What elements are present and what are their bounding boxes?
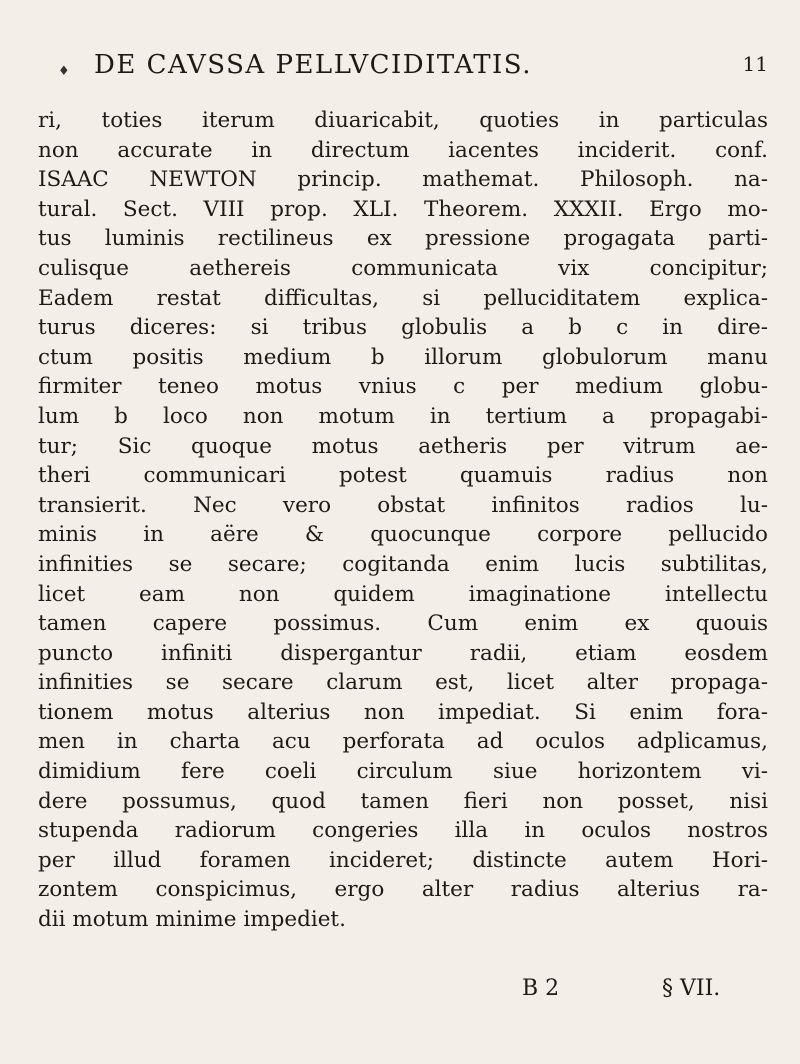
text-line: tur; Sic quoque motus aetheris per vitrum ae- [38,433,768,459]
text-line: infinities se secare; cogitanda enim lucis subtilitas, [38,551,768,577]
body-text [38,106,768,935]
text-line: tamen capere possimus. Cum enim ex quouis [38,611,768,637]
running-head [58,50,768,90]
text-line: infinities se secare clarum est, licet alter propaga- [38,670,768,696]
catchword: § VII. [662,976,721,1001]
text-line: per illud foramen incideret; distincte autem Hori- [38,847,768,873]
text-line: zontem conspicimus, ergo alter radius alterius ra- [38,877,768,903]
text-line: Eadem restat difficultas, si pelluciditatem explica- [38,285,768,311]
text-line: men in charta acu perforata ad oculos adplicamus, [38,729,768,755]
text-line: theri communicari potest quamuis radius non [38,463,768,489]
text-line: non accurate in directum iacentes inciderit. conf. [38,137,768,163]
text-line: ri, toties iterum diuaricabit, quoties in particulas [38,108,768,133]
text-line: licet eam non quidem imaginatione intellectu [38,581,768,607]
text-line: dere possumus, quod tamen fieri non posset, nisi [38,788,768,814]
text-line: firmiter teneo motus vnius c per medium globu- [38,374,768,400]
text-line: minis in aëre & quocunque corpore pellucido [38,522,768,548]
text-line: tus luminis rectilineus ex pressione progagata parti- [38,226,768,252]
ornament-icon: ♦ [58,64,70,79]
text-line: turus diceres: si tribus globulis a b c in dire- [38,315,768,341]
text-line: puncto infiniti dispergantur radii, etiam eosdem [38,640,768,666]
signature-mark: B 2 [522,976,560,1001]
text-line: ctum positis medium b illorum globulorum manu [38,344,768,370]
page-number: 11 [742,52,768,76]
text-line: transierit. Nec vero obstat infinitos radios lu- [38,492,768,518]
running-title: DE CAVSSA PELLVCIDITATIS. [94,50,532,80]
text-line: stupenda radiorum congeries illa in oculos nostros [38,818,768,844]
text-line: tural. Sect. VIII prop. XLI. Theorem. XXXII. Ergo mo- [38,196,768,222]
page-footer [38,976,768,1010]
text-line: culisque aethereis communicata vix concipitur; [38,255,768,281]
text-line: ISAAC NEWTON princip. mathemat. Philosoph. na- [38,167,768,193]
text-line-last: dii motum minime impediet. [38,907,346,933]
text-line: lum b loco non motum in tertium a propagabi- [38,403,768,429]
text-line: dimidium fere coeli circulum siue horizontem vi- [38,759,768,785]
text-line: tionem motus alterius non impediat. Si enim fora- [38,699,768,725]
